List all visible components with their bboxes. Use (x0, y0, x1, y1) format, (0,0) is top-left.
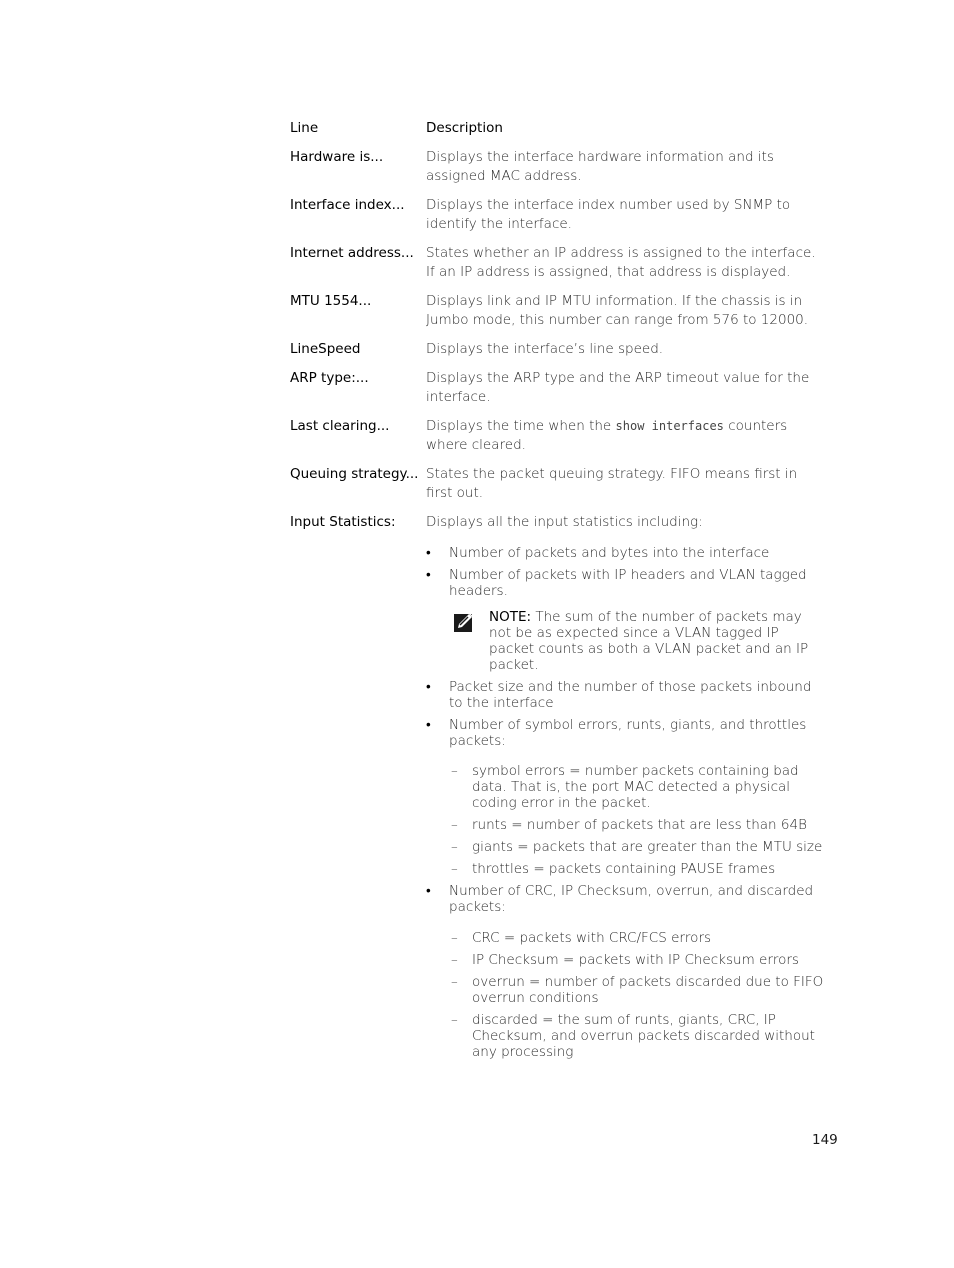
sub-list-item-text: IP Checksum = packets with IP Checksum errors (472, 952, 799, 968)
sub-list (449, 930, 826, 1060)
sub-list-item (449, 952, 826, 968)
table-row (290, 148, 830, 186)
table-row (290, 244, 830, 282)
list-item-text: Number of symbol errors, runts, giants, and throttles packets: (449, 717, 807, 749)
list-item-text: Packet size and the number of those packets inbound to the interface (449, 679, 812, 711)
bullet-marker: • (426, 883, 431, 899)
sub-list-item-text: overrun = number of packets discarded due to FIFO overrun conditions (472, 974, 824, 1006)
note-callout (449, 609, 826, 673)
sub-list-item-text: CRC = packets with CRC/FCS errors (472, 930, 712, 946)
bullet-list (426, 545, 826, 1060)
row-description: Displays the ARP type and the ARP timeout value for the interface. (426, 370, 810, 405)
list-item (426, 545, 826, 561)
table-row (290, 196, 830, 234)
dash-marker: – (451, 1012, 458, 1028)
row-description: Displays link and IP MTU information. If the chassis is in Jumbo mode, this number can range from 576 to 12000. (426, 293, 809, 328)
sub-list-item (449, 974, 826, 1006)
sub-list-item (449, 817, 826, 833)
list-item-text: Number of packets with IP headers and VLAN tagged headers. (449, 567, 807, 599)
row-line: MTU 1554... (290, 293, 372, 309)
row-description (426, 417, 826, 455)
sub-list-item (449, 839, 826, 855)
note-pencil-icon (453, 611, 475, 633)
table-row (290, 340, 830, 359)
sub-list-item (449, 930, 826, 946)
row-line: ARP type:... (290, 370, 369, 386)
row-description: Displays the interface index number used by SNMP to identify the interface. (426, 197, 791, 232)
dash-marker: – (451, 952, 458, 968)
note-body: The sum of the number of packets may not be as expected since a VLAN tagged IP packet counts as both a VLAN packet and an IP packet. (489, 609, 809, 673)
list-item (426, 679, 826, 711)
command-code: show interfaces (615, 419, 724, 433)
sub-list-item (449, 861, 826, 877)
description-text: Displays the time when the (426, 418, 612, 434)
list-item (426, 883, 826, 1060)
page-number: 149 (812, 1132, 838, 1148)
row-description: Displays the interface hardware information and its assigned MAC address. (426, 149, 774, 184)
dash-marker: – (451, 861, 458, 877)
sub-list-item-text: runts = number of packets that are less than 64B (472, 817, 807, 833)
note-label: NOTE: (489, 609, 532, 625)
table-row (290, 369, 830, 407)
table-row (290, 465, 830, 503)
row-description: Displays the interface’s line speed. (426, 341, 664, 357)
row-line: Hardware is... (290, 149, 384, 165)
list-item-text: Number of CRC, IP Checksum, overrun, and discarded packets: (449, 883, 814, 915)
dash-marker: – (451, 839, 458, 855)
row-line: Internet address... (290, 245, 414, 261)
bullet-marker: • (426, 567, 431, 583)
row-line: Last clearing... (290, 418, 390, 434)
description-text: counters where cleared. (426, 418, 788, 453)
sub-list-item-text: throttles = packets containing PAUSE frames (472, 861, 776, 877)
dash-marker: – (451, 817, 458, 833)
description-text: Displays all the input statistics including: (426, 514, 703, 530)
row-line: Interface index... (290, 197, 405, 213)
row-description: States the packet queuing strategy. FIFO means first in first out. (426, 466, 798, 501)
sub-list-item-text: discarded = the sum of runts, giants, CRC, IP Checksum, and overrun packets discarded without any processing (472, 1012, 815, 1060)
bullet-marker: • (426, 679, 431, 695)
note-text (489, 609, 826, 673)
table-header (290, 119, 830, 138)
column-header-line: Line (290, 120, 319, 136)
list-item (426, 567, 826, 673)
row-line: Queuing strategy... (290, 466, 419, 482)
row-line: LineSpeed (290, 341, 361, 357)
sub-list-item-text: giants = packets that are greater than the MTU size (472, 839, 823, 855)
dash-marker: – (451, 763, 458, 779)
row-description (426, 513, 826, 1066)
bullet-marker: • (426, 717, 431, 733)
table-row (290, 417, 830, 455)
sub-list (449, 763, 826, 877)
sub-list-item (449, 1012, 826, 1060)
row-line: Input Statistics: (290, 514, 396, 530)
bullet-marker: • (426, 545, 431, 561)
table-row (290, 292, 830, 330)
sub-list-item (449, 763, 826, 811)
sub-list-item-text: symbol errors = number packets containing bad data. That is, the port MAC detected a physical coding error in the packet. (472, 763, 799, 811)
row-description: States whether an IP address is assigned to the interface. If an IP address is assigned, that address is displayed. (426, 245, 816, 280)
dash-marker: – (451, 930, 458, 946)
column-header-description: Description (426, 120, 503, 136)
line-description-table (290, 119, 830, 1076)
dash-marker: – (451, 974, 458, 990)
list-item (426, 717, 826, 877)
table-row-input-statistics (290, 513, 830, 1066)
list-item-text: Number of packets and bytes into the interface (449, 545, 770, 561)
